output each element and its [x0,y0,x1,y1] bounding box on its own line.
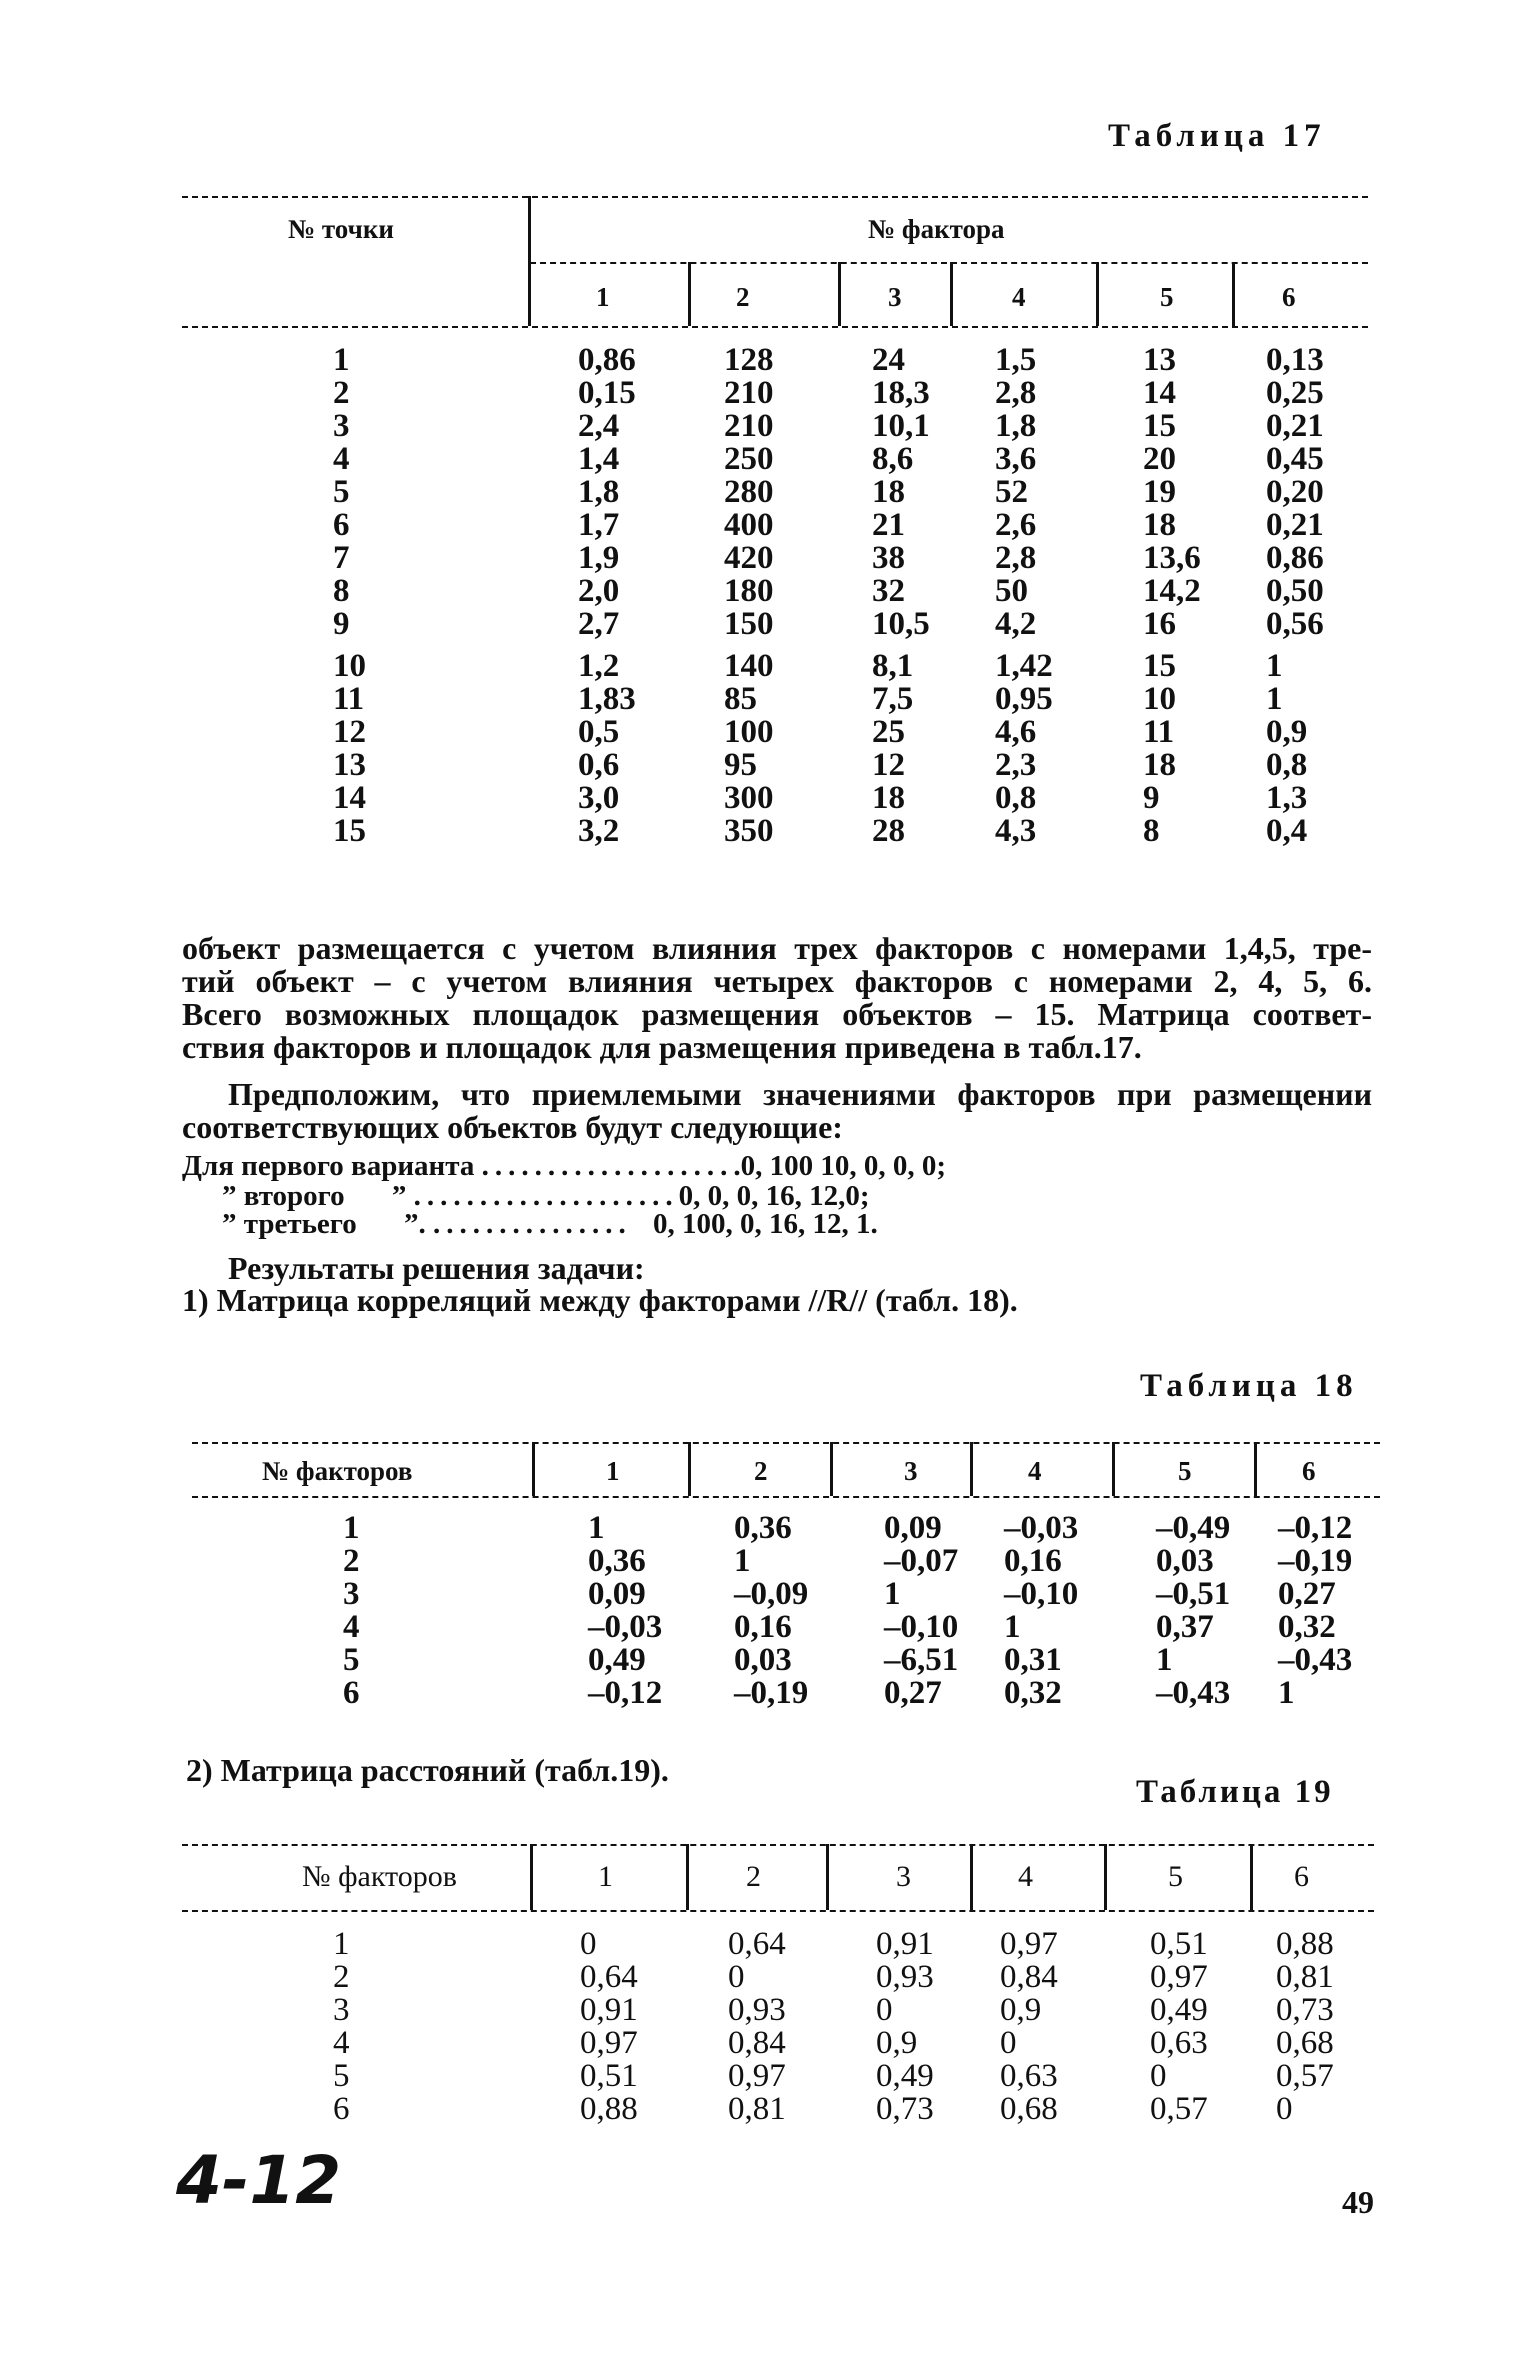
table-cell: 0,13 [1266,342,1324,378]
table17-col-f6 [1266,650,1307,848]
paragraph-1-line: тий объект – с учетом влияния четырех факторов с номерами 2, 4, 5, 6. [182,963,1372,999]
table-cell: 14 [333,780,366,816]
variant-1-line [182,1150,946,1183]
table19-caption: Таблица 19 [1136,1774,1334,1810]
table-cell: 0,4 [1266,813,1308,849]
table17-factor-number: 4 [1012,282,1026,312]
table-cell: 0,86 [1266,540,1324,576]
table-cell: 38 [872,540,905,576]
table-cell: 52 [995,474,1028,510]
table-cell: 7,5 [872,681,914,717]
table18-col-header: 6 [1302,1456,1316,1486]
table-cell: 0,84 [1000,1959,1058,1995]
table-cell: 180 [724,573,774,609]
table19-col-header: 3 [896,1860,911,1893]
paragraph-1 [182,932,1372,1064]
table-cell: 0,27 [884,1675,942,1711]
table-cell: 128 [724,342,774,378]
table-cell: 15 [333,813,366,849]
table-cell: 0,16 [734,1609,792,1645]
table19-row-header: № факторов [302,1860,457,1893]
table18-col-1 [588,1512,662,1710]
table17-header-bottom-rule [182,326,1368,328]
table-cell: 300 [724,780,774,816]
table19-col-3 [876,1928,934,2126]
table17-col-f6 [1266,344,1324,641]
table-cell: 95 [724,747,757,783]
table-cell: 1 [343,1510,360,1546]
table-cell: 1,2 [578,648,620,684]
table-cell: 1,42 [995,648,1053,684]
table-cell: 2 [333,375,350,411]
table-cell: 10 [1143,681,1176,717]
table-cell: 6 [333,2091,350,2127]
table18-top-rule [192,1442,1380,1444]
table-cell: 0,68 [1000,2091,1058,2127]
table-cell: –0,10 [1004,1576,1079,1612]
table-cell: 0,97 [1000,1926,1058,1962]
table19-col-header: 1 [598,1860,613,1893]
table17-col-f1 [578,344,636,641]
table18-col-header: 1 [606,1456,620,1486]
table-cell: 5 [333,2058,350,2094]
table17-col-f3 [872,344,930,641]
table-cell: 3,0 [578,780,620,816]
table-cell: 0,97 [728,2058,786,2094]
variant-1-values: .0, 100 10, 0, 0, 0; [733,1150,947,1182]
table-cell: 0,8 [1266,747,1308,783]
table19-col-4 [1000,1928,1058,2126]
table-cell: 0,84 [728,2025,786,2061]
table-cell: 420 [724,540,774,576]
table19-divider [1104,1844,1107,1910]
table19-divider [686,1844,689,1910]
table18-row-header: № факторов [262,1456,413,1486]
table-cell: 14 [1143,375,1176,411]
table19-col-2 [728,1928,786,2126]
table-cell: 0,5 [578,714,620,750]
table-cell: 12 [333,714,366,750]
paragraph-1-line: объект размещается с учетом влияния трех факторов с номерами 1,4,5, тре- [182,930,1372,966]
table-cell: 50 [995,573,1028,609]
table-cell: 1,4 [578,441,620,477]
table-cell: 7 [333,540,350,576]
table-cell: 2,8 [995,375,1037,411]
table-cell: 11 [333,681,365,717]
variant-3-line [222,1208,878,1241]
table-cell: 3 [333,1992,350,2028]
table-cell: 0,51 [580,2058,638,2094]
table-cell: 18 [872,474,905,510]
table-cell: 0,93 [728,1992,786,2028]
table19-divider [530,1844,533,1910]
table-cell: 1 [588,1510,605,1546]
table19-col-header: 4 [1018,1860,1033,1893]
table-cell: 0,27 [1278,1576,1336,1612]
table17-top-rule [182,196,1368,198]
table-cell: 15 [1143,648,1176,684]
table-cell: 1 [1266,648,1283,684]
table-cell: 0,97 [580,2025,638,2061]
table17-col-point [333,344,350,641]
table17-factor-header: № фактора [868,214,1005,244]
table-cell: 0,09 [588,1576,646,1612]
table-cell: 210 [724,375,774,411]
table17-col-f2 [724,344,774,641]
table-cell: –0,10 [884,1609,959,1645]
table17-col-f4 [995,650,1053,848]
table-cell: –0,03 [1004,1510,1079,1546]
table-cell: –0,43 [1156,1675,1231,1711]
table-cell: 0 [1150,2058,1167,2094]
table-cell: 1 [333,1926,350,1962]
table19-col-factor [333,1928,350,2126]
table-cell: 4 [333,441,350,477]
table-cell: 1 [1266,681,1283,717]
table18-divider [830,1442,833,1496]
variant-2-quote: ” [222,1180,237,1212]
table17-factor-number: 6 [1282,282,1296,312]
table-cell: 0,91 [876,1926,934,1962]
table-cell: 1,9 [578,540,620,576]
table-cell: 0,20 [1266,474,1324,510]
table-cell: 0,86 [578,342,636,378]
table-cell: 5 [343,1642,360,1678]
table17-factor-number: 1 [596,282,610,312]
table-cell: 3,2 [578,813,620,849]
table17-divider [950,262,953,326]
table-cell: 0,6 [578,747,620,783]
table-cell: 6 [333,507,350,543]
paragraph-2 [182,1078,1372,1144]
table-cell: 32 [872,573,905,609]
table-cell: 9 [333,606,350,642]
table-cell: 13 [1143,342,1176,378]
table17-col-f3 [872,650,913,848]
variant-3-quote-close: ”. [404,1208,426,1240]
table-cell: 1 [333,342,350,378]
table19-divider [970,1844,973,1910]
table-cell: –0,07 [884,1543,959,1579]
table-cell: 100 [724,714,774,750]
table-cell: –0,49 [1156,1510,1231,1546]
table-cell: 12 [872,747,905,783]
variant-3-label: третьего [243,1208,357,1240]
table-cell: 0 [580,1926,597,1962]
table-cell: 0,56 [1266,606,1324,642]
table-cell: 1,8 [995,408,1037,444]
table-cell: 0,95 [995,681,1053,717]
table17-col-f1 [578,650,636,848]
results-item-2: 2) Матрица расстояний (табл.19). [186,1752,669,1788]
table-cell: 1 [884,1576,901,1612]
table-cell: 400 [724,507,774,543]
page-number: 49 [1342,2184,1374,2220]
table-cell: 0,68 [1276,2025,1334,2061]
table-cell: 1 [1004,1609,1021,1645]
table-cell: 3 [343,1576,360,1612]
table-cell: 0,32 [1278,1609,1336,1645]
table-cell: –0,09 [734,1576,809,1612]
table-cell: 0 [876,1992,893,2028]
table-cell: 15 [1143,408,1176,444]
table-cell: –0,51 [1156,1576,1231,1612]
table-cell: 1 [1278,1675,1295,1711]
table-cell: 0,09 [884,1510,942,1546]
table17-divider [1096,262,1099,326]
table-cell: 18 [872,780,905,816]
table-cell: 2,7 [578,606,620,642]
variant-2-label: второго [243,1180,345,1212]
table-cell: –0,12 [1278,1510,1353,1546]
table-cell: 1 [1156,1642,1173,1678]
paragraph-2-line: соответствующих объектов будут следующие: [182,1109,843,1145]
table18-divider [970,1442,973,1496]
table17-col-f4 [995,344,1036,641]
table17-caption: Таблица 17 [1108,118,1326,154]
table-cell: 0,81 [728,2091,786,2127]
table-cell: 0,63 [1150,2025,1208,2061]
table-cell: 2 [343,1543,360,1579]
table-cell: 150 [724,606,774,642]
table17-col-f2 [724,650,774,848]
table-cell: 3,6 [995,441,1037,477]
table-cell: 0,49 [876,2058,934,2094]
table-cell: 25 [872,714,905,750]
table-cell: 0,03 [1156,1543,1214,1579]
table17-col-f5 [1143,344,1201,641]
table-cell: 4,3 [995,813,1037,849]
table19-divider [826,1844,829,1910]
table-cell: 0,49 [588,1642,646,1678]
table17-mid-rule [530,262,1368,264]
table18-col-factor [343,1512,360,1710]
table-cell: 0,57 [1276,2058,1334,2094]
results-title: Результаты решения задачи: [228,1250,645,1286]
table-cell: 0,88 [580,2091,638,2127]
table-cell: –6,51 [884,1642,959,1678]
table18-divider [1112,1442,1115,1496]
table-cell: 0,37 [1156,1609,1214,1645]
table-cell: 0,81 [1276,1959,1334,1995]
table19-divider [1250,1844,1253,1910]
table18-col-4 [1004,1512,1078,1710]
table-cell: 0,03 [734,1642,792,1678]
table-cell: 20 [1143,441,1176,477]
table-cell: 2,3 [995,747,1037,783]
table-cell: 8 [1143,813,1160,849]
table-cell: 13 [333,747,366,783]
results-item-1: 1) Матрица корреляций между факторами //R// (табл. 18). [182,1282,1018,1318]
table17-divider [1232,262,1235,326]
table-cell: 0,88 [1276,1926,1334,1962]
table-cell: 0,97 [1150,1959,1208,1995]
table-cell: 0,9 [1266,714,1308,750]
table17-point-header: № точки [288,214,394,244]
variant-3-dots: ............... [433,1208,632,1240]
table-cell: 210 [724,408,774,444]
table-cell: 28 [872,813,905,849]
table-cell: 0,36 [734,1510,792,1546]
table-cell: 18 [1143,507,1176,543]
table18-divider [688,1442,691,1496]
table19-col-header: 2 [746,1860,761,1893]
table-cell: 1,7 [578,507,620,543]
table-cell: 14,2 [1143,573,1201,609]
table17-factor-number: 5 [1160,282,1174,312]
table-cell: 18 [1143,747,1176,783]
table19-col-header: 5 [1168,1860,1183,1893]
paragraph-1-line: ствия факторов и площадок для размещения приведена в табл.17. [182,1029,1142,1065]
table19-col-5 [1150,1928,1208,2126]
table-cell: 8,1 [872,648,914,684]
table18-col-3 [884,1512,958,1710]
table-cell: 0,91 [580,1992,638,2028]
table-cell: 0,45 [1266,441,1324,477]
table-cell: 4 [343,1609,360,1645]
table-cell: 2,6 [995,507,1037,543]
table-cell: 1,3 [1266,780,1308,816]
table-cell: 0,73 [1276,1992,1334,2028]
table18-bottom-rule [192,1496,1380,1498]
table-cell: 9 [1143,780,1160,816]
table-cell: 0,36 [588,1543,646,1579]
table-cell: 4,6 [995,714,1037,750]
table18-col-header: 2 [754,1456,768,1486]
variant-2-dots: .................... [413,1180,679,1212]
table-cell: 3 [333,408,350,444]
table19-col-1 [580,1928,638,2126]
table-cell: 5 [333,474,350,510]
table-cell: 0,25 [1266,375,1324,411]
table19-col-6 [1276,1928,1334,2126]
table-cell: –0,12 [588,1675,663,1711]
table-cell: 0,16 [1004,1543,1062,1579]
table18-col-header: 5 [1178,1456,1192,1486]
table-cell: 13,6 [1143,540,1201,576]
table-cell: –0,19 [734,1675,809,1711]
table-cell: 1 [734,1543,751,1579]
table18-col-header: 3 [904,1456,918,1486]
table-cell: 0 [728,1959,745,1995]
table-cell: 4,2 [995,606,1037,642]
variant-1-label: Для первого варианта [182,1150,475,1182]
variant-3-quote: ” [222,1208,237,1240]
table-cell: 350 [724,813,774,849]
table-cell: 21 [872,507,905,543]
table-cell: 4 [333,2025,350,2061]
table-cell: 0,21 [1266,507,1324,543]
table-cell: 0,9 [1000,1992,1042,2028]
variant-2-quote-close: ” [391,1180,407,1212]
table-cell: 10,5 [872,606,930,642]
table-cell: 8,6 [872,441,914,477]
table-cell: 0,93 [876,1959,934,1995]
table-cell: 0,21 [1266,408,1324,444]
table-cell: 0,49 [1150,1992,1208,2028]
variant-1-dots: ................... [481,1150,734,1182]
table17-factor-number: 2 [736,282,750,312]
table-cell: 0 [1000,2025,1017,2061]
table17-divider [838,262,841,326]
table-cell: 140 [724,648,774,684]
table-cell: 85 [724,681,757,717]
table-cell: –0,43 [1278,1642,1353,1678]
table-cell: 11 [1143,714,1175,750]
table-cell: 0,15 [578,375,636,411]
variant-2-values: 0, 0, 0, 16, 12,0; [678,1180,870,1212]
table-cell: 10,1 [872,408,930,444]
table-cell: 2 [333,1959,350,1995]
table17-divider [688,262,691,326]
table17-divider [528,196,531,326]
table18-col-2 [734,1512,808,1710]
table-cell: 0,63 [1000,2058,1058,2094]
table-cell: 2,8 [995,540,1037,576]
table-cell: –0,03 [588,1609,663,1645]
table17-factor-number: 3 [888,282,902,312]
table19-bottom-rule [182,1910,1374,1912]
table-cell: 0,51 [1150,1926,1208,1962]
table-cell: 0,73 [876,2091,934,2127]
table-cell: 6 [343,1675,360,1711]
table-cell: 0,31 [1004,1642,1062,1678]
table-cell: 0,64 [580,1959,638,1995]
handwritten-mark: 4-12 [176,2142,342,2219]
table-cell: 8 [333,573,350,609]
variant-3-values: 0, 100, 0, 16, 12, 1. [653,1208,878,1240]
table18-divider [1254,1442,1257,1496]
table-cell: 280 [724,474,774,510]
table19-col-header: 6 [1294,1860,1309,1893]
table17-col-f5 [1143,650,1176,848]
table18-col-header: 4 [1028,1456,1042,1486]
table-cell: 2,0 [578,573,620,609]
table-cell: 1,83 [578,681,636,717]
table-cell: 0,8 [995,780,1037,816]
table18-col-5 [1156,1512,1230,1710]
table17-col-point [333,650,366,848]
table-cell: 250 [724,441,774,477]
table-cell: –0,19 [1278,1543,1353,1579]
table-cell: 18,3 [872,375,930,411]
table18-divider [532,1442,535,1496]
table-cell: 10 [333,648,366,684]
table-cell: 24 [872,342,905,378]
paragraph-1-line: Всего возможных площадок размещения объектов – 15. Матрица соответ- [182,996,1372,1032]
table-cell: 0,57 [1150,2091,1208,2127]
table18-caption: Таблица 18 [1140,1368,1358,1404]
table-cell: 0,9 [876,2025,918,2061]
paragraph-2-line: Предположим, что приемлемыми значениями факторов при размещении [228,1076,1372,1112]
table18-col-6 [1278,1512,1352,1710]
table-cell: 1,8 [578,474,620,510]
table-cell: 19 [1143,474,1176,510]
table-cell: 0 [1276,2091,1293,2127]
table-cell: 0,50 [1266,573,1324,609]
table-cell: 0,64 [728,1926,786,1962]
table-cell: 16 [1143,606,1176,642]
table-cell: 0,32 [1004,1675,1062,1711]
table-cell: 1,5 [995,342,1037,378]
table-cell: 2,4 [578,408,620,444]
table19-top-rule [182,1844,1374,1846]
